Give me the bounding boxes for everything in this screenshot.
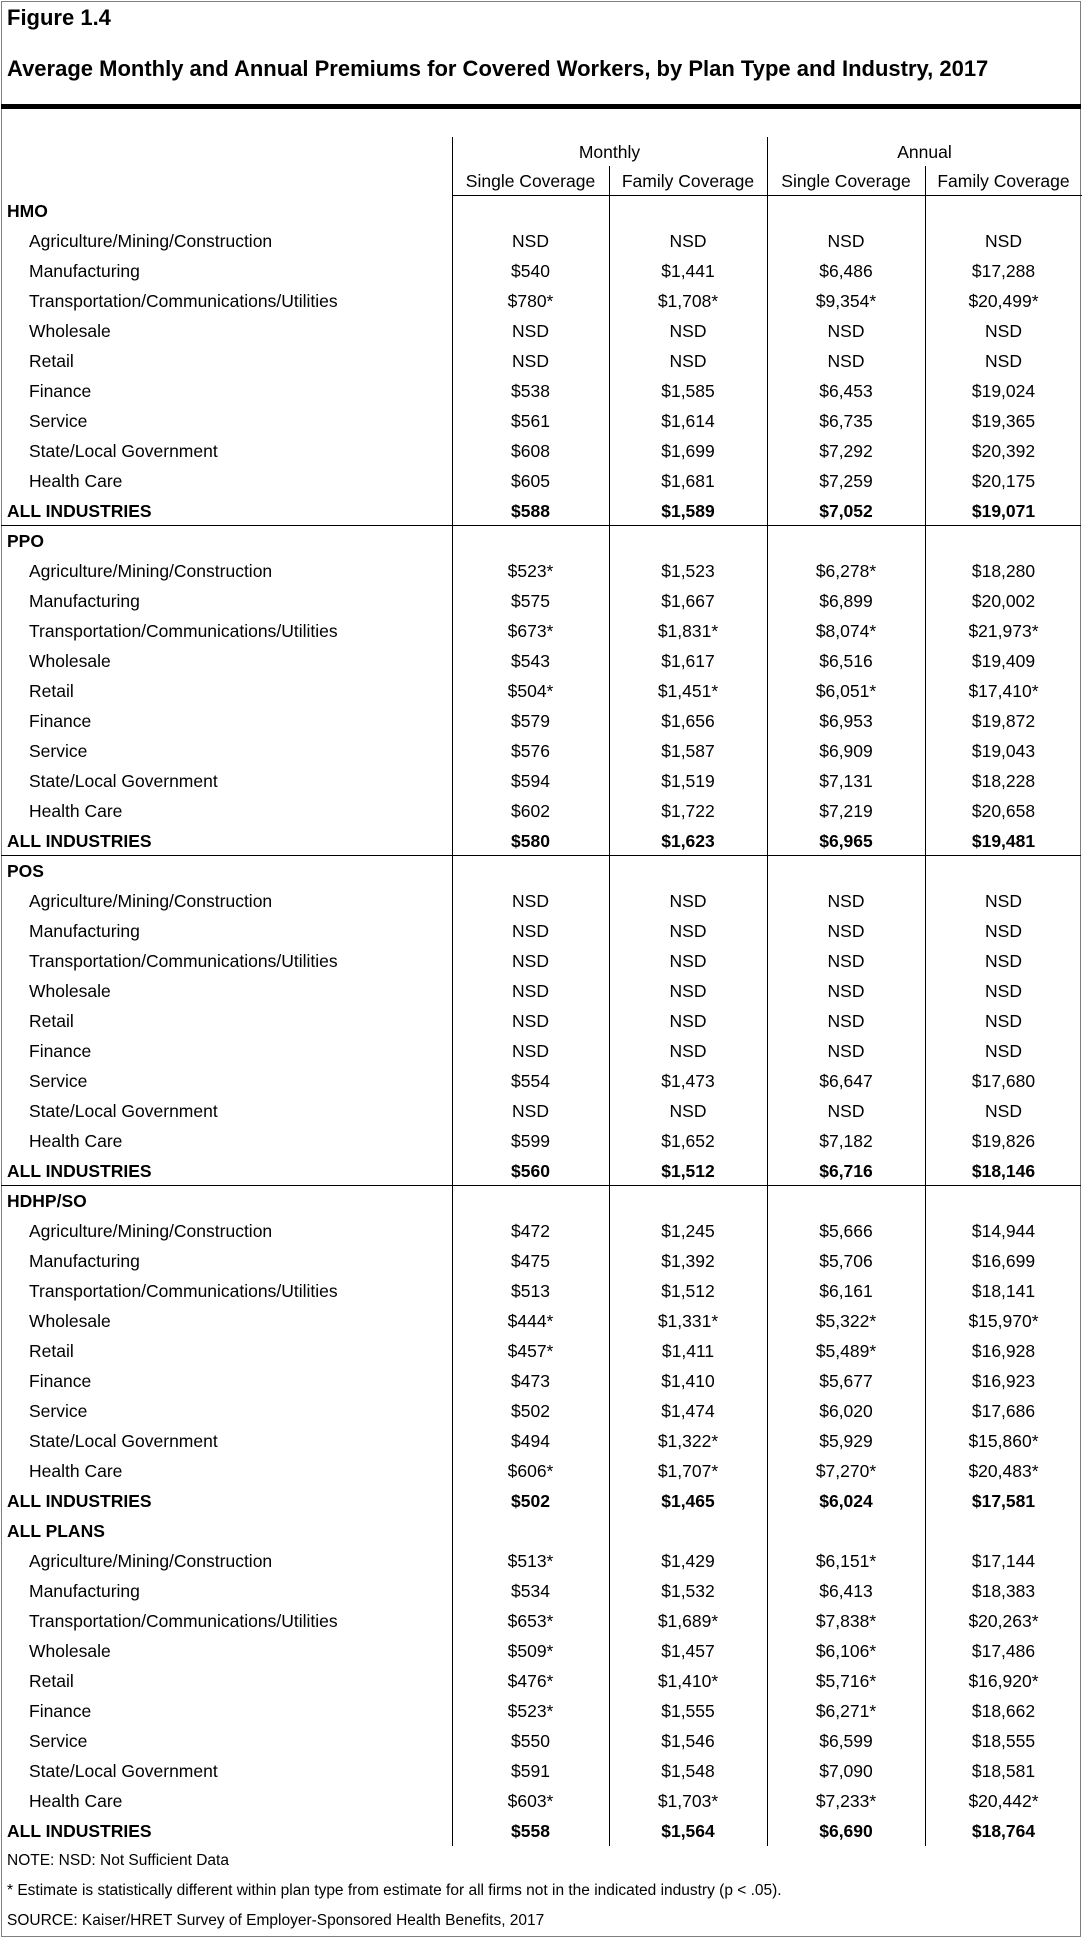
table-cell: $6,020 <box>819 1401 873 1421</box>
table-cell: $594 <box>511 771 550 791</box>
table-cell: $17,288 <box>971 261 1036 281</box>
table-cell: $6,051* <box>815 681 877 701</box>
table-cell: NSD <box>512 921 549 941</box>
table-cell: NSD <box>827 1101 865 1121</box>
table-cell: $543 <box>511 651 550 671</box>
table-cell: $576 <box>511 741 550 761</box>
table-cell: $534 <box>511 1581 550 1601</box>
row-label: Health Care <box>29 1131 123 1151</box>
total-row-label: ALL INDUSTRIES <box>7 1821 152 1841</box>
table-cell: $1,473 <box>661 1071 715 1091</box>
row-label: State/Local Government <box>29 1431 218 1451</box>
table-cell: $1,722 <box>661 801 715 821</box>
table-cell: $473 <box>511 1371 550 1391</box>
table-cell: $457* <box>507 1341 554 1361</box>
table-cell: $1,585 <box>661 381 715 401</box>
table-cell: NSD <box>669 951 707 971</box>
row-label: Health Care <box>29 801 123 821</box>
table-cell: NSD <box>669 1041 707 1061</box>
table-cell: $5,929 <box>819 1431 873 1451</box>
table-cell: $1,410* <box>657 1671 719 1691</box>
table-cell: NSD <box>985 951 1022 971</box>
table-cell: $1,831* <box>657 621 719 641</box>
table-cell: $1,451* <box>657 681 719 701</box>
table-cell: $1,429 <box>661 1551 715 1571</box>
table-cell: $6,735 <box>819 411 873 431</box>
row-label: Retail <box>29 1011 74 1031</box>
table-cell: NSD <box>512 321 549 341</box>
row-label: Retail <box>29 351 74 371</box>
total-cell: $558 <box>511 1821 550 1841</box>
total-cell: $19,071 <box>971 501 1036 521</box>
row-label: Manufacturing <box>29 1251 140 1271</box>
table-cell: $575 <box>511 591 550 611</box>
column-header: Single Coverage <box>781 171 911 191</box>
table-cell: NSD <box>827 1011 865 1031</box>
table-cell: $513 <box>511 1281 550 1301</box>
table-cell: $504* <box>507 681 554 701</box>
table-cell: NSD <box>985 1011 1022 1031</box>
note-significance: * Estimate is statistically different within plan type from estimate for all firms not in the indicated industry (p < .05). <box>7 1882 782 1899</box>
table-cell: $20,499* <box>968 291 1039 311</box>
table-cell: $8,074* <box>815 621 877 641</box>
table-cell: $591 <box>511 1761 550 1781</box>
row-label: Finance <box>29 1371 92 1391</box>
table-cell: $18,228 <box>971 771 1036 791</box>
row-label: State/Local Government <box>29 1101 218 1121</box>
table-cell: $599 <box>511 1131 550 1151</box>
row-label: Service <box>29 1071 88 1091</box>
table-cell: $19,043 <box>971 741 1036 761</box>
row-label: Transportation/Communications/Utilities <box>29 951 338 971</box>
table-cell: $20,175 <box>971 471 1036 491</box>
table-cell: $6,909 <box>819 741 873 761</box>
column-header: Family Coverage <box>621 171 755 191</box>
row-label: Health Care <box>29 1461 123 1481</box>
table-cell: $538 <box>511 381 550 401</box>
row-label: Health Care <box>29 471 123 491</box>
table-cell: $7,259 <box>819 471 873 491</box>
table-cell: NSD <box>985 1041 1022 1061</box>
total-cell: $1,589 <box>661 501 715 521</box>
table-cell: $14,944 <box>971 1221 1036 1241</box>
table-cell: $1,546 <box>661 1731 715 1751</box>
total-row-label: ALL INDUSTRIES <box>7 1491 152 1511</box>
table-cell: NSD <box>827 891 865 911</box>
table-cell: NSD <box>512 891 549 911</box>
column-header: Single Coverage <box>465 171 596 191</box>
total-cell: $19,481 <box>971 831 1036 851</box>
table-cell: $18,581 <box>971 1761 1036 1781</box>
total-cell: $580 <box>511 831 550 851</box>
table-cell: NSD <box>512 1011 549 1031</box>
table-cell: NSD <box>512 1101 549 1121</box>
table-cell: $444* <box>507 1311 554 1331</box>
row-label: State/Local Government <box>29 1761 218 1781</box>
table-cell: $780* <box>507 291 554 311</box>
table-cell: $7,838* <box>815 1611 877 1631</box>
row-label: Manufacturing <box>29 261 140 281</box>
table-cell: $7,182 <box>819 1131 873 1151</box>
table-cell: $9,354* <box>815 291 877 311</box>
row-label: Finance <box>29 1701 92 1721</box>
table-cell: NSD <box>985 351 1022 371</box>
table-cell: $16,928 <box>971 1341 1036 1361</box>
table-cell: $19,024 <box>971 381 1036 401</box>
table-cell: $550 <box>511 1731 550 1751</box>
table-cell: $1,587 <box>661 741 715 761</box>
table-cell: $561 <box>511 411 550 431</box>
table-cell: $1,703* <box>657 1791 719 1811</box>
table-cell: $1,617 <box>661 651 715 671</box>
table-cell: $6,647 <box>819 1071 873 1091</box>
table-cell: $1,681 <box>661 471 715 491</box>
table-cell: $6,271* <box>815 1701 877 1721</box>
table-cell: $19,365 <box>971 411 1036 431</box>
figure-label: Figure 1.4 <box>7 5 111 30</box>
note-nsd: NOTE: NSD: Not Sufficient Data <box>7 1852 229 1869</box>
row-label: State/Local Government <box>29 441 218 461</box>
section-header: HDHP/SO <box>7 1191 87 1211</box>
total-cell: $560 <box>511 1161 550 1181</box>
table-cell: $523* <box>507 1701 554 1721</box>
column-divider <box>925 166 926 1846</box>
table-cell: $16,920* <box>968 1671 1039 1691</box>
table-cell: $523* <box>507 561 554 581</box>
total-row-label: ALL INDUSTRIES <box>7 831 152 851</box>
table-cell: $7,090 <box>819 1761 873 1781</box>
table-cell: NSD <box>669 321 707 341</box>
row-label: Transportation/Communications/Utilities <box>29 291 338 311</box>
table-cell: $1,410 <box>661 1371 715 1391</box>
row-label: Agriculture/Mining/Construction <box>29 561 273 581</box>
table-cell: NSD <box>827 321 865 341</box>
table-cell: NSD <box>985 1101 1022 1121</box>
note-source: SOURCE: Kaiser/HRET Survey of Employer-Sponsored Health Benefits, 2017 <box>7 1912 545 1929</box>
row-label: Service <box>29 1401 88 1421</box>
total-cell: $18,146 <box>971 1161 1036 1181</box>
row-label: Retail <box>29 681 74 701</box>
row-label: Service <box>29 411 88 431</box>
table-cell: $1,441 <box>661 261 715 281</box>
table-cell: NSD <box>669 921 707 941</box>
table-cell: $7,233* <box>815 1791 877 1811</box>
total-cell: $18,764 <box>971 1821 1036 1841</box>
table-cell: $5,489* <box>815 1341 877 1361</box>
total-cell: $6,024 <box>819 1491 873 1511</box>
total-cell: $6,965 <box>819 831 873 851</box>
table-cell: $17,410* <box>968 681 1039 701</box>
total-cell: $588 <box>511 501 550 521</box>
table-cell: $1,652 <box>661 1131 715 1151</box>
table-cell: $18,141 <box>971 1281 1036 1301</box>
column-header: Family Coverage <box>937 171 1070 191</box>
table-cell: $6,899 <box>819 591 873 611</box>
table-cell: $1,555 <box>661 1701 715 1721</box>
table-cell: $15,860* <box>968 1431 1039 1451</box>
header-group-monthly: Monthly <box>578 142 641 162</box>
table-cell: $603* <box>507 1791 554 1811</box>
section-header: ALL PLANS <box>7 1521 105 1541</box>
table-cell: $17,486 <box>971 1641 1036 1661</box>
table-cell: $16,699 <box>971 1251 1036 1271</box>
column-divider <box>609 166 610 1846</box>
table-cell: $7,292 <box>819 441 873 461</box>
table-cell: $540 <box>511 261 550 281</box>
row-label: Manufacturing <box>29 921 140 941</box>
table-cell: $5,677 <box>819 1371 873 1391</box>
table-cell: $6,151* <box>815 1551 877 1571</box>
table-cell: $1,245 <box>661 1221 715 1241</box>
table-cell: $19,826 <box>971 1131 1036 1151</box>
total-cell: $1,465 <box>661 1491 715 1511</box>
row-label: Agriculture/Mining/Construction <box>29 891 273 911</box>
row-label: State/Local Government <box>29 771 218 791</box>
table-cell: $1,457 <box>661 1641 715 1661</box>
table-cell: $18,662 <box>971 1701 1036 1721</box>
table-cell: $1,411 <box>661 1341 715 1361</box>
table-cell: $6,599 <box>819 1731 873 1751</box>
table-cell: $1,614 <box>661 411 715 431</box>
section-header: POS <box>7 861 44 881</box>
table-cell: $653* <box>507 1611 554 1631</box>
table-cell: $6,516 <box>819 651 873 671</box>
table-cell: NSD <box>985 321 1022 341</box>
row-label: Finance <box>29 1041 92 1061</box>
table-cell: $7,219 <box>819 801 873 821</box>
table-cell: $1,699 <box>661 441 715 461</box>
table-cell: $1,512 <box>661 1281 715 1301</box>
row-label: Transportation/Communications/Utilities <box>29 1281 338 1301</box>
table-cell: $1,667 <box>661 591 715 611</box>
table-cell: NSD <box>669 981 707 1001</box>
section-header: HMO <box>7 201 48 221</box>
table-cell: $1,322* <box>657 1431 719 1451</box>
table-cell: $673* <box>507 621 554 641</box>
table-cell: $20,392 <box>971 441 1036 461</box>
table-cell: NSD <box>669 1101 707 1121</box>
table-cell: $16,923 <box>971 1371 1036 1391</box>
row-label: Manufacturing <box>29 591 140 611</box>
table-cell: NSD <box>827 951 865 971</box>
table-cell: NSD <box>669 1011 707 1031</box>
table-cell: $554 <box>511 1071 550 1091</box>
table-cell: NSD <box>985 981 1022 1001</box>
total-cell: $1,512 <box>661 1161 715 1181</box>
table-cell: $1,392 <box>661 1251 715 1271</box>
table-cell: NSD <box>512 981 549 1001</box>
section-header: PPO <box>7 531 44 551</box>
table-cell: $5,706 <box>819 1251 873 1271</box>
row-label: Retail <box>29 1671 74 1691</box>
table-cell: $1,548 <box>661 1761 715 1781</box>
table-cell: $1,474 <box>661 1401 715 1421</box>
table-cell: $20,263* <box>968 1611 1039 1631</box>
table-cell: $502 <box>511 1401 550 1421</box>
table-cell: $20,483* <box>968 1461 1039 1481</box>
header-group-annual: Annual <box>897 142 952 162</box>
table-cell: NSD <box>827 351 865 371</box>
total-row-label: ALL INDUSTRIES <box>7 501 152 521</box>
table-cell: $605 <box>511 471 550 491</box>
table-cell: $6,953 <box>819 711 873 731</box>
table-cell: $1,689* <box>657 1611 719 1631</box>
total-row-label: ALL INDUSTRIES <box>7 1161 152 1181</box>
row-label: Service <box>29 741 88 761</box>
row-label: Retail <box>29 1341 74 1361</box>
total-cell: $7,052 <box>819 501 873 521</box>
row-label: Wholesale <box>29 1311 111 1331</box>
row-label: Wholesale <box>29 321 111 341</box>
table-cell: $579 <box>511 711 550 731</box>
table-cell: $608 <box>511 441 550 461</box>
section-divider <box>1 855 1081 856</box>
table-cell: NSD <box>669 231 707 251</box>
row-label: Wholesale <box>29 1641 111 1661</box>
table-cell: $6,453 <box>819 381 873 401</box>
total-cell: $6,690 <box>819 1821 873 1841</box>
table-cell: $1,707* <box>657 1461 719 1481</box>
table-notes <box>7 1846 782 1936</box>
table-cell: $6,106* <box>815 1641 877 1661</box>
row-label: Agriculture/Mining/Construction <box>29 1551 273 1571</box>
table-cell: NSD <box>512 231 549 251</box>
row-label: Agriculture/Mining/Construction <box>29 231 273 251</box>
row-label: Wholesale <box>29 981 111 1001</box>
row-label: Service <box>29 1731 88 1751</box>
table-cell: NSD <box>827 921 865 941</box>
table-cell: $17,144 <box>971 1551 1036 1571</box>
table-cell: $5,322* <box>815 1311 877 1331</box>
table-cell: $1,519 <box>661 771 715 791</box>
table-cell: NSD <box>669 891 707 911</box>
table-cell: $20,442* <box>968 1791 1039 1811</box>
row-label: Finance <box>29 381 92 401</box>
table-cell: $5,716* <box>815 1671 877 1691</box>
table-cell: $18,555 <box>971 1731 1036 1751</box>
total-cell: $1,564 <box>661 1821 715 1841</box>
section-divider <box>1 525 1081 526</box>
table-cell: $17,680 <box>971 1071 1036 1091</box>
table-cell: $5,666 <box>819 1221 873 1241</box>
table-cell: NSD <box>512 351 549 371</box>
table-cell: $494 <box>511 1431 550 1451</box>
row-label: Manufacturing <box>29 1581 140 1601</box>
table-cell: NSD <box>985 921 1022 941</box>
table-cell: $1,523 <box>661 561 715 581</box>
table-cell: NSD <box>985 231 1022 251</box>
row-label: Transportation/Communications/Utilities <box>29 1611 338 1631</box>
row-label: Finance <box>29 711 92 731</box>
table-cell: $20,002 <box>971 591 1036 611</box>
table-cell: $19,872 <box>971 711 1036 731</box>
table-cell: NSD <box>512 951 549 971</box>
table-cell: $1,532 <box>661 1581 715 1601</box>
table-cell: NSD <box>827 1041 865 1061</box>
table-cell: NSD <box>985 891 1022 911</box>
table-cell: $21,973* <box>968 621 1039 641</box>
total-cell: $502 <box>511 1491 550 1511</box>
table-cell: $475 <box>511 1251 550 1271</box>
section-divider <box>1 1185 1081 1186</box>
row-label: Transportation/Communications/Utilities <box>29 621 338 641</box>
table-cell: $606* <box>507 1461 554 1481</box>
table-cell: $472 <box>511 1221 550 1241</box>
column-divider <box>452 137 453 1846</box>
table-cell: $19,409 <box>971 651 1036 671</box>
table-cell: $1,331* <box>657 1311 719 1331</box>
table-cell: $6,486 <box>819 261 873 281</box>
table-cell: NSD <box>827 231 865 251</box>
table-cell: NSD <box>827 981 865 1001</box>
table-cell: $18,383 <box>971 1581 1036 1601</box>
table-cell: $7,131 <box>819 771 873 791</box>
row-label: Agriculture/Mining/Construction <box>29 1221 273 1241</box>
row-label: Health Care <box>29 1791 123 1811</box>
table-cell: $15,970* <box>968 1311 1039 1331</box>
table-cell: $6,413 <box>819 1581 873 1601</box>
column-divider <box>767 137 768 1846</box>
table-cell: $476* <box>507 1671 554 1691</box>
table-cell: $17,686 <box>971 1401 1036 1421</box>
total-cell: $17,581 <box>971 1491 1036 1511</box>
table-cell: $1,708* <box>657 291 719 311</box>
table-cell: NSD <box>512 1041 549 1061</box>
table-cell: $513* <box>507 1551 554 1571</box>
table-cell: $1,656 <box>661 711 715 731</box>
table-cell: $509* <box>507 1641 554 1661</box>
figure-title: Average Monthly and Annual Premiums for Covered Workers, by Plan Type and Industry, 2017 <box>7 56 989 81</box>
table-cell: NSD <box>669 351 707 371</box>
table-cell: $6,278* <box>815 561 877 581</box>
table-cell: $6,161 <box>819 1281 873 1301</box>
total-cell: $1,623 <box>661 831 715 851</box>
row-label: Wholesale <box>29 651 111 671</box>
table-cell: $18,280 <box>971 561 1036 581</box>
total-cell: $6,716 <box>819 1161 873 1181</box>
table-cell: $7,270* <box>815 1461 877 1481</box>
table-cell: $602 <box>511 801 550 821</box>
table-cell: $20,658 <box>971 801 1036 821</box>
